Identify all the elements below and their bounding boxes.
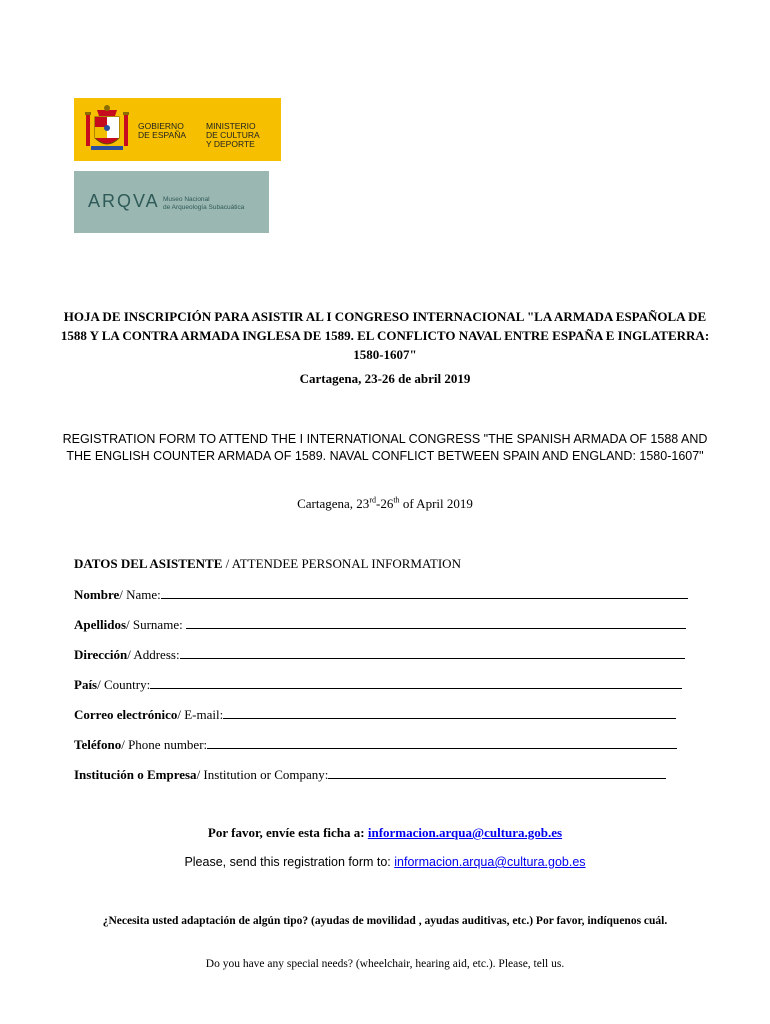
field-label-es: Teléfono <box>74 737 122 752</box>
min-line: Y DEPORTE <box>206 139 255 149</box>
send-instructions-english <box>60 855 710 869</box>
arqua-sub-line: Museo Nacional <box>163 196 210 203</box>
field-address <box>74 646 685 663</box>
email-input-line[interactable] <box>223 706 676 719</box>
arqua-subtitle <box>163 196 244 212</box>
email-link[interactable]: informacion.arqua@cultura.gob.es <box>367 825 563 840</box>
min-line: MINISTERIO <box>206 121 256 131</box>
phone-input-line[interactable] <box>207 736 677 749</box>
title-english: REGISTRATION FORM TO ATTEND THE I INTERNATIONAL CONGRESS "THE SPANISH ARMADA OF 1588 AND THE ENGLISH COUNTER ARMADA OF 1589. NAVAL CONFLICT BETWEEN SPAIN AND ENGLAND: 1580-1607" <box>62 432 708 463</box>
gobierno-text <box>138 122 186 140</box>
date-spanish: Cartagena, 23-26 de abril 2019 <box>299 371 471 386</box>
gov-line: GOBIERNO <box>138 121 184 131</box>
field-label-en: / Surname: <box>126 617 186 632</box>
field-institution <box>74 766 666 783</box>
section-rest: / ATTENDEE PERSONAL INFORMATION <box>222 556 461 571</box>
field-label-es: Correo electrónico <box>74 707 178 722</box>
special-needs-english: Do you have any special needs? (wheelchair, hearing aid, etc.). Please, tell us. <box>205 958 565 970</box>
title-spanish: HOJA DE INSCRIPCIÓN PARA ASISTIR AL I CONGRESO INTERNACIONAL "LA ARMADA ESPAÑOLA DE 1588 Y LA CONTRA ARMADA INGLESA DE 1589. EL CONFLICTO NAVAL ENTRE ESPAÑA E INGLATERRA: 1580-1607" <box>60 309 710 362</box>
date-prefix: Cartagena, 23 <box>297 496 370 511</box>
field-surname <box>74 616 686 633</box>
email-link[interactable]: informacion.arqua@cultura.gob.es <box>394 855 586 869</box>
field-email <box>74 706 676 723</box>
institution-input-line[interactable] <box>328 766 666 779</box>
field-country <box>74 676 682 693</box>
date-sup: th <box>393 495 400 505</box>
field-label-es: Dirección <box>74 647 128 662</box>
send-text-en: Please, send this registration form to: <box>184 855 395 869</box>
field-phone <box>74 736 677 753</box>
date-mid: -26 <box>375 496 394 511</box>
gobierno-ministerio-logo <box>74 98 281 161</box>
field-label-en: / Address: <box>127 647 180 662</box>
arqua-museum-logo <box>74 171 269 233</box>
field-label-es: Institución o Empresa <box>74 767 197 782</box>
field-label-en: / Phone number: <box>121 737 208 752</box>
address-input-line[interactable] <box>180 646 685 659</box>
field-label-en: / Name: <box>119 587 161 602</box>
date-english <box>60 496 710 512</box>
field-label-es: Apellidos <box>74 617 127 632</box>
send-instructions-spanish <box>60 825 710 841</box>
date-suffix: of April 2019 <box>399 496 473 511</box>
field-label-es: Nombre <box>74 587 120 602</box>
field-name <box>74 586 688 603</box>
arqua-name: ARQVA <box>88 191 160 211</box>
country-input-line[interactable] <box>150 676 682 689</box>
min-line: DE CULTURA <box>206 130 260 140</box>
date-sup: rd <box>369 495 376 505</box>
send-text-es: Por favor, envíe esta ficha a: <box>207 825 368 840</box>
gov-line: DE ESPAÑA <box>138 130 187 140</box>
field-label-en: / Institution or Company: <box>196 767 329 782</box>
name-input-line[interactable] <box>161 586 688 599</box>
field-label-es: País <box>74 677 98 692</box>
arqua-sub-line: de Arqueología Subacuática <box>163 204 245 211</box>
coat-of-arms-icon <box>83 104 131 156</box>
ministerio-text <box>206 122 260 149</box>
field-label-en: / E-mail: <box>177 707 224 722</box>
section-heading <box>74 556 461 572</box>
special-needs-spanish: ¿Necesita usted adaptación de algún tipo? (ayudas de movilidad , ayudas auditivas, etc.) Por favor, indíquenos cuál. <box>102 915 668 927</box>
field-label-en: / Country: <box>97 677 151 692</box>
section-bold: DATOS DEL ASISTENTE <box>74 556 223 571</box>
surname-input-line[interactable] <box>186 616 686 629</box>
